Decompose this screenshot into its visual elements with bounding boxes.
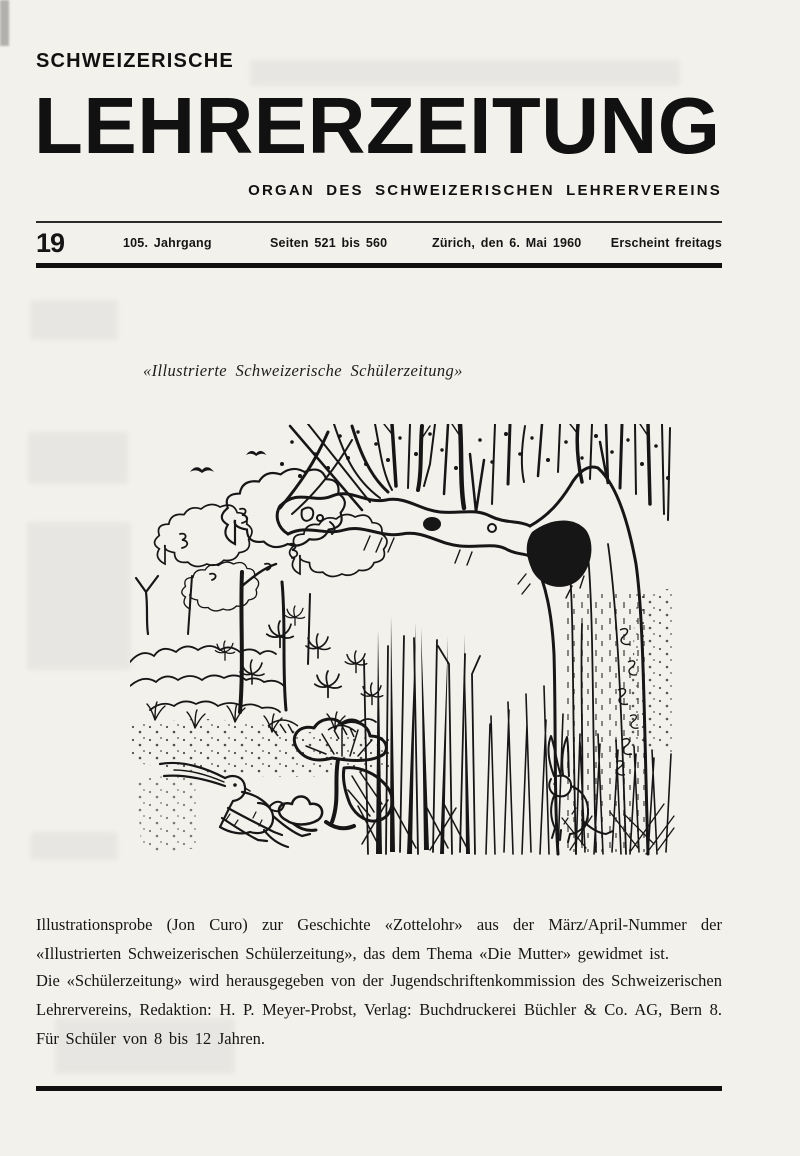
bushes: [130, 606, 383, 732]
willow-branches: [280, 424, 670, 520]
showthrough-block: [28, 432, 128, 484]
issue-info-bar: [36, 221, 722, 268]
willow-hollow: [527, 520, 592, 586]
showthrough-block: [30, 300, 118, 340]
scan-smudge: [0, 0, 9, 46]
showthrough-block: [30, 832, 118, 860]
willow-knot-hole: [423, 517, 441, 531]
bottom-rule: [36, 1086, 722, 1091]
right-stipple: [630, 588, 674, 754]
masthead-title: LEHRERZEITUNG: [34, 81, 721, 170]
article-paragraph-2: Die «Schülerzeitung» wird herausgegeben von der Jugendschriftenkommission des Schweizerischen Lehrervereins, Redaktion: H. P. Meyer-Probst, Verlag: Buchdruckerei Büchler & Co. AG, Bern 8. Für Schüler von 8 bis 12 Jahren.: [36, 971, 722, 1048]
masthead-subtitle: ORGAN DES SCHWEIZERISCHEN LEHRERVEREINS: [248, 182, 722, 199]
issue-date: Zürich, den 6. Mai 1960: [432, 236, 582, 250]
issue-volume: 105. Jahrgang: [123, 236, 212, 250]
issue-pages: Seiten 521 bis 560: [270, 236, 388, 250]
issue-number: 19: [36, 228, 65, 258]
showthrough-block: [27, 522, 131, 670]
masthead-kicker: SCHWEIZERISCHE: [36, 50, 234, 72]
forest-illustration: [130, 424, 675, 902]
illustration-caption: «Illustrierte Schweizerische Schülerzeitung»: [143, 361, 463, 380]
birds-icon: [190, 451, 266, 473]
issue-frequency: Erscheint freitags: [610, 236, 722, 250]
article-paragraph-1: Illustrationsprobe (Jon Curo) zur Geschichte «Zottelohr» aus der März/April-Nummer der «Illustrierten Schweizerischen Schülerzeitung», das dem Thema «Die Mutter» gewidmet ist.: [36, 915, 722, 963]
